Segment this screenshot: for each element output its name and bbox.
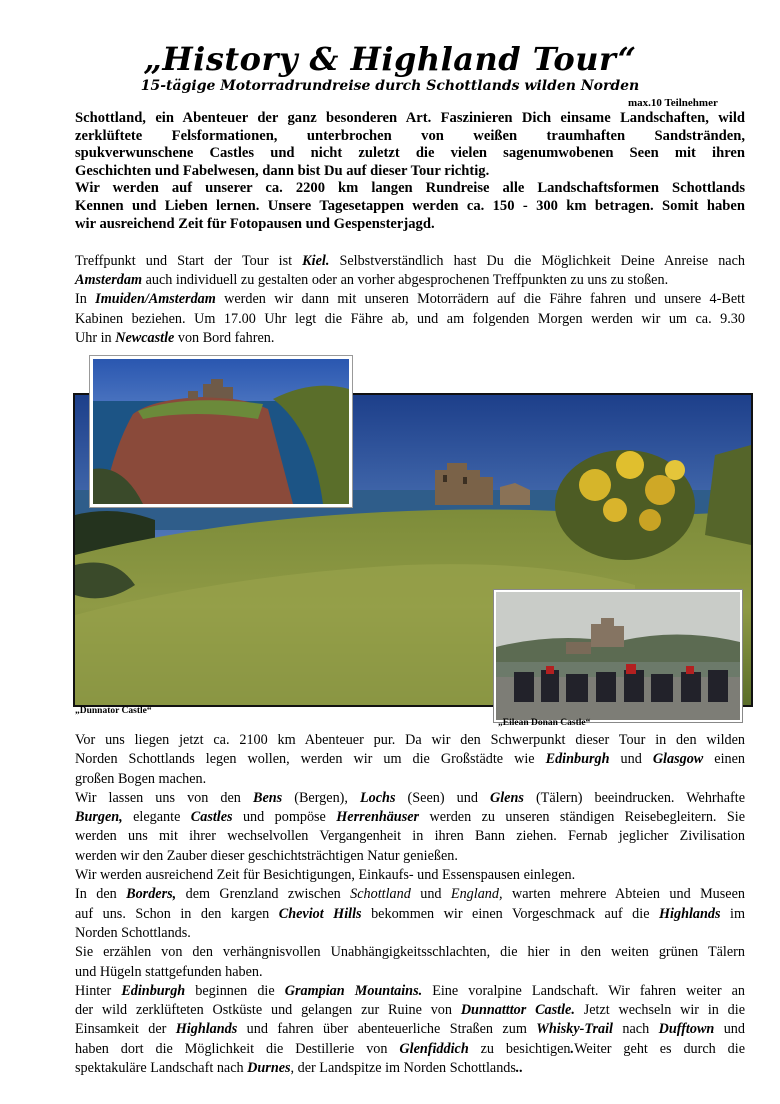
- page-title: „History & Highland Tour“: [143, 40, 637, 78]
- text-line: Hinter Edinburgh beginnen die Grampian Mountains. Eine voralpine Landschaft. Wir fahren weiter an: [75, 982, 746, 999]
- page-subtitle: 15-tägige Motorradrundreise durch Schottlands wilden Norden: [140, 78, 640, 94]
- text-line: werden uns mit ihrer wechselvollen Vergangenheit in ihren Bann ziehen. Fernab jeglicher Zivilisation: [75, 828, 745, 845]
- text-line: Einsamkeit der Highlands und fahren über abenteuerliche Straßen zum Whisky-Trail nach Dufftown und: [75, 1021, 745, 1038]
- text-line: haben dort die Möglichkeit die Destillerie von Glenfiddich zu besichtigen.Weiter geht es durch die: [75, 1040, 745, 1057]
- text-line: Wir werden auf unserer ca. 2200 km langen Rundreise alle Landschaftsformen Schottlands: [75, 180, 745, 197]
- text-line: Norden Schottlands.: [75, 924, 191, 941]
- text-line: auf uns. Schon in den kargen Cheviot Hills bekommen wir einen Vorgeschmack auf die Highlands im: [75, 905, 745, 922]
- departure-paragraph: [75, 252, 745, 348]
- intro-paragraph: [75, 110, 745, 233]
- text-line: und Hügeln stattgefunden haben.: [75, 963, 263, 980]
- text-line: werden wir den Zauber dieser geschichtsträchtigen Natur genießen.: [75, 847, 458, 864]
- eilean-donan-castle-photo: [494, 590, 742, 722]
- text-line: großen Bogen machen.: [75, 770, 207, 787]
- eilean-donan-caption: „Eilean Donan Castle“: [498, 718, 591, 728]
- text-line: In den Borders, dem Grenzland zwischen Schottland und England, warten mehrere Abteien und Museen: [75, 886, 745, 903]
- text-line: Geschichten und Fabelwesen, dann bist Du auf dieser Tour richtig.: [75, 162, 490, 179]
- text-line: wir ausreichend Zeit für Fotopausen und Gespensterjagd.: [75, 215, 435, 232]
- text-line: Schottland, ein Abenteuer der ganz besonderen Art. Faszinieren Dich einsame Landschaften, wild: [75, 110, 745, 126]
- text-line: In Imuiden/Amsterdam werden wir dann mit unseren Motorrädern auf die Fähre fahren und unsere 4-Bett: [75, 291, 745, 308]
- dunnator-castle-photo: [90, 356, 352, 507]
- text-line: spektakuläre Landschaft nach Durnes, der Landspitze im Norden Schottlands..: [75, 1060, 523, 1077]
- text-line: Treffpunkt und Start der Tour ist Kiel. Selbstverständlich hast Du die Möglichkeit Deine Anreise nach: [75, 253, 745, 269]
- text-line: Wir werden ausreichend Zeit für Besichtigungen, Einkaufs- und Essenspausen einlegen.: [75, 867, 576, 884]
- text-line: spukverwunschene Castles und nicht zuletzt die vielen sagenumwobenen Seen mit ihren: [75, 145, 745, 162]
- dunnator-caption: „Dunnator Castle“: [75, 706, 152, 716]
- text-line: Vor uns liegen jetzt ca. 2100 km Abenteuer pur. Da wir den Schwerpunkt dieser Tour in den wilden: [75, 732, 745, 748]
- text-line: Sie erzählen von den verhängnisvollen Unabhängigkeitsschlachten, die hier in den weiten grünen Tälern: [75, 944, 745, 961]
- text-line: Kennen und Lieben lernen. Unsere Tagesetappen werden ca. 150 - 300 km betragen. Somit haben: [75, 197, 745, 214]
- text-line: Uhr in Newcastle von Bord fahren.: [75, 329, 275, 346]
- text-line: der wild zerklüfteten Ostküste und gelangen zur Ruine von Dunnatttor Castle. Jetzt wechseln wir in die: [75, 1002, 746, 1019]
- text-line: zerklüftete Felsformationen, unterbrochen von weißen traumhaften Sandstränden,: [75, 127, 745, 144]
- participants-note: max.10 Teilnehmer: [628, 97, 718, 109]
- text-line: Burgen, elegante Castles und pompöse Herrenhäuser werden zu unseren ständigen Reisebegleitern. Sie: [75, 809, 745, 826]
- text-line: Wir lassen uns von den Bens (Bergen), Lochs (Seen) und Glens (Tälern) beeindrucken. Wehrhafte: [75, 789, 745, 806]
- text-line: Kabinen beziehen. Um 17.00 Uhr legt die Fähre ab, und am folgenden Morgen werden wir um ca. 9.30: [75, 310, 745, 327]
- text-line: Norden Schottlands legen wollen, werden wir um die Großstädte wie Edinburgh und Glasgow einen: [75, 751, 746, 768]
- route-paragraph: [75, 731, 745, 1078]
- text-line: Amsterdam auch individuell zu gestalten oder an vorher abgesprochenen Treffpunkten zu uns zu stoßen.: [75, 272, 669, 289]
